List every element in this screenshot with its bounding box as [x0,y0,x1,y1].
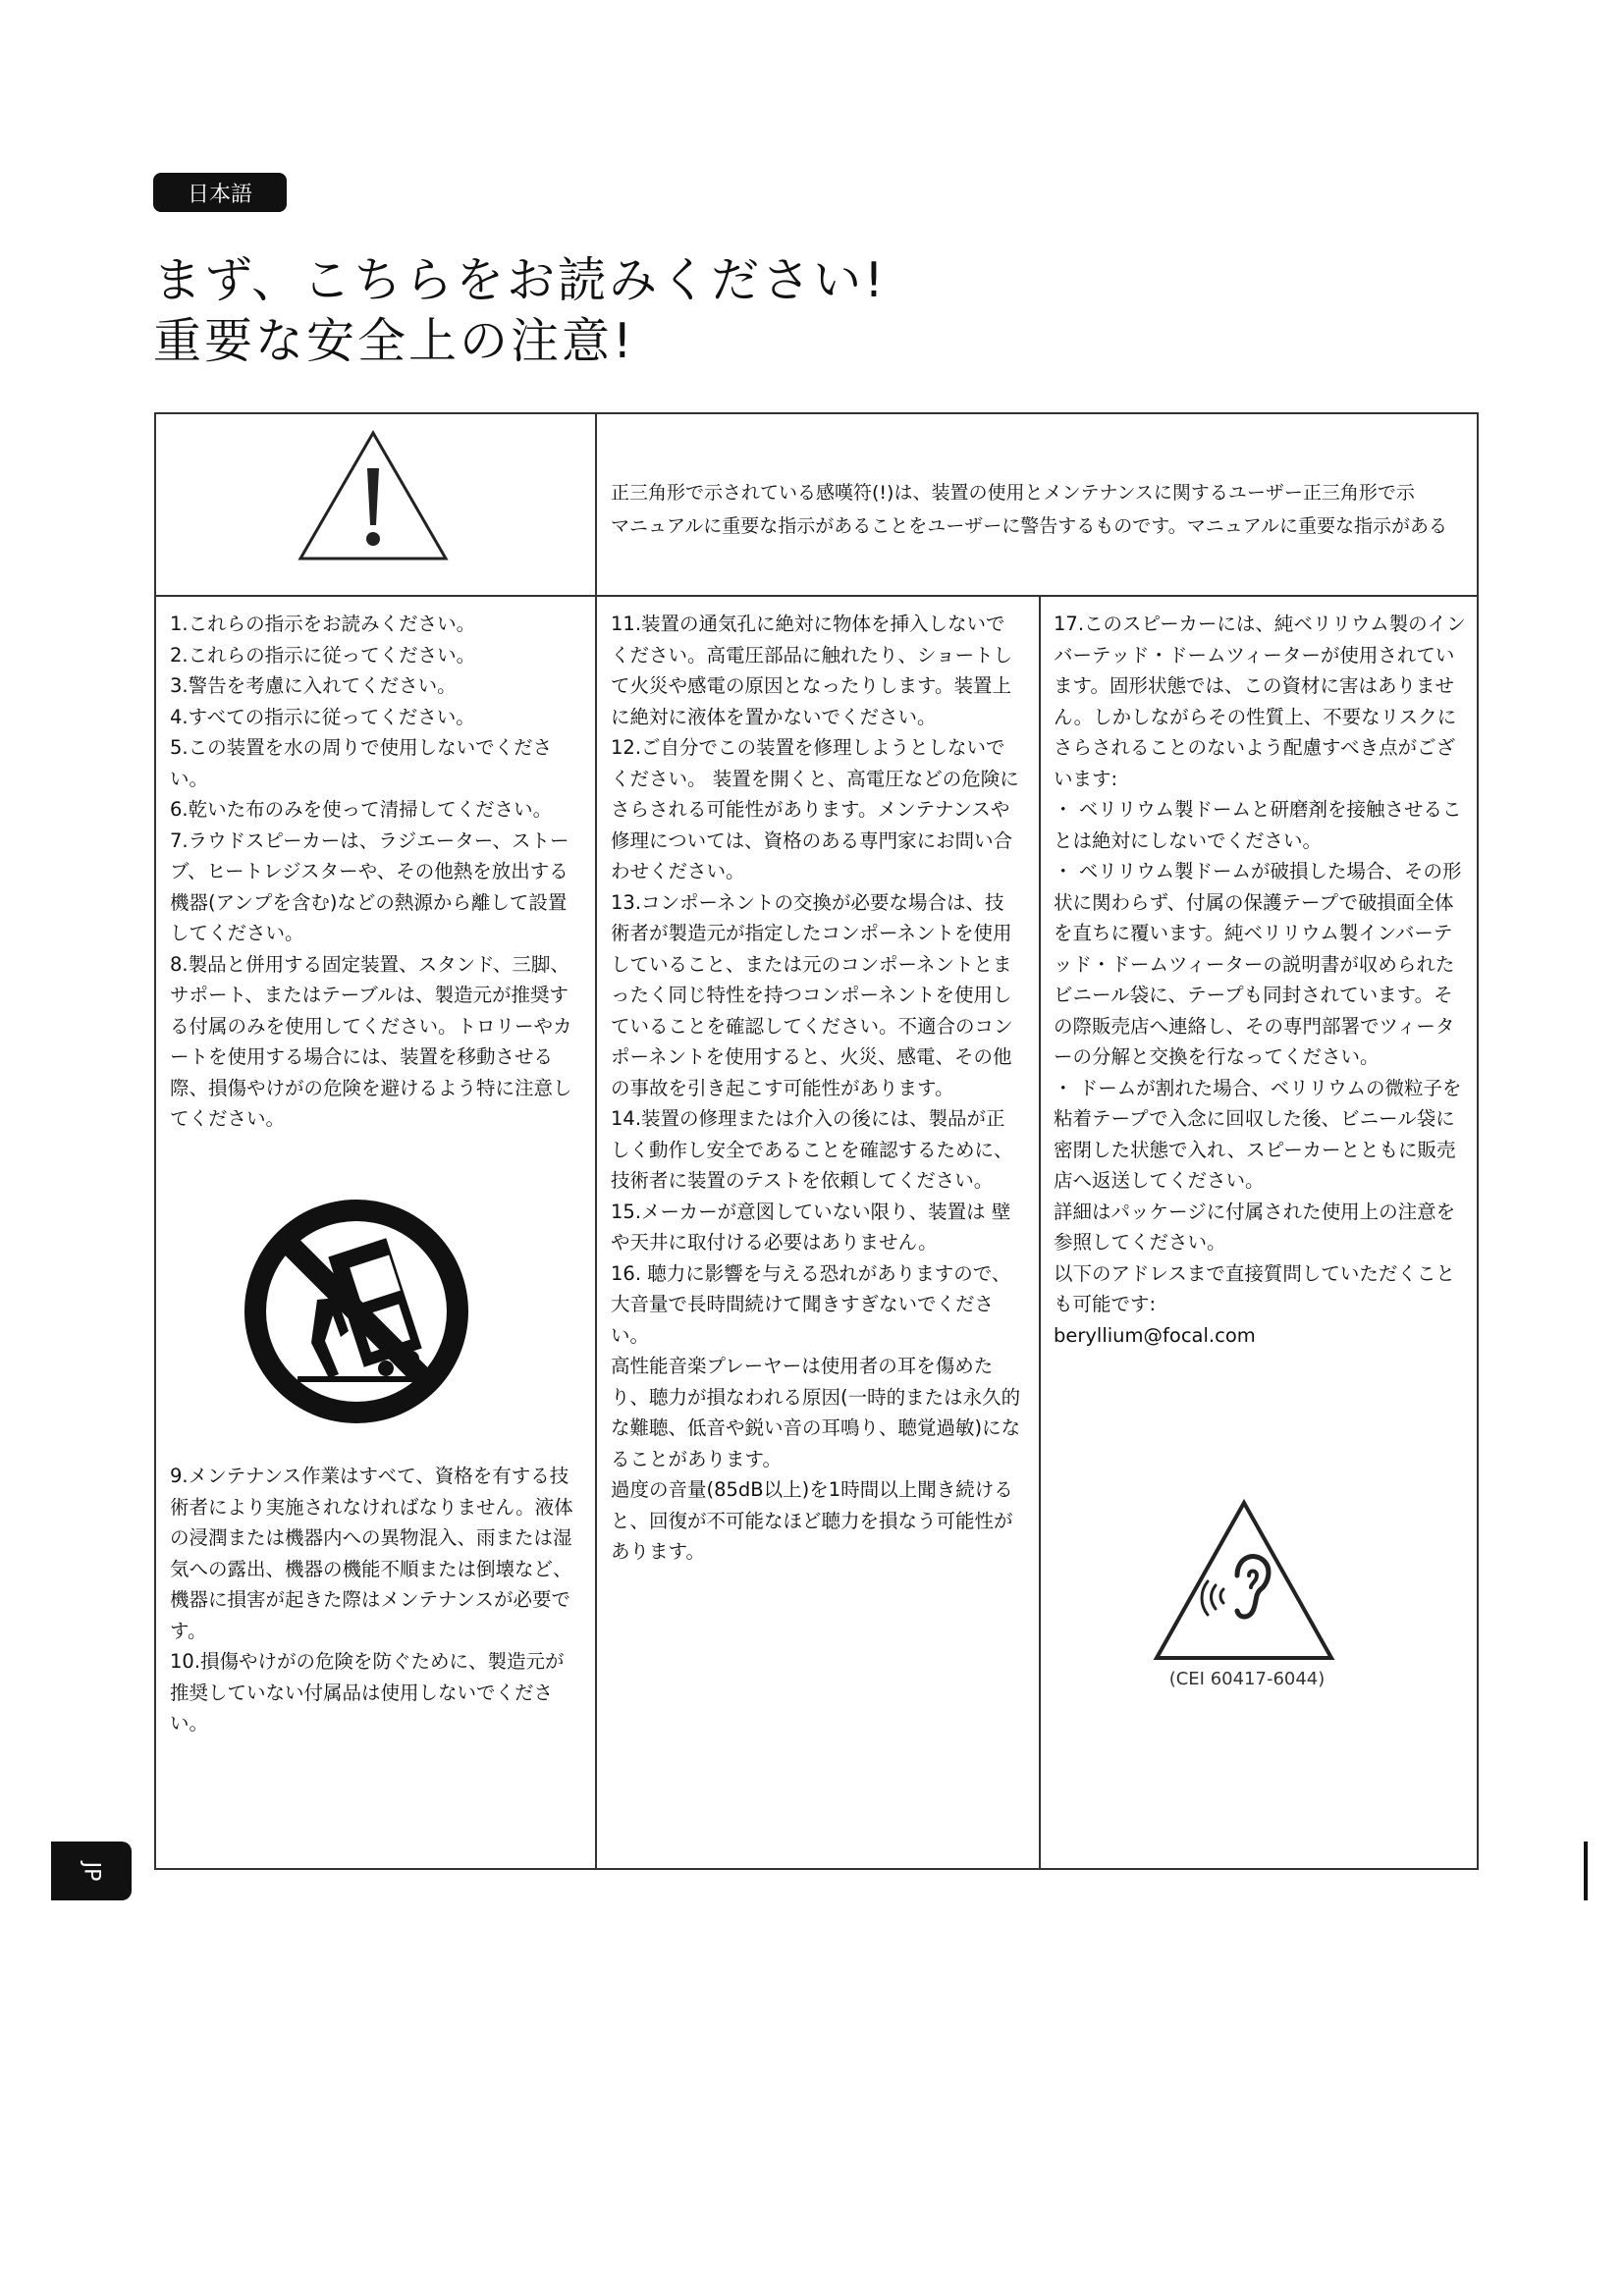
column-2 [611,609,1023,1568]
warning-explanation-line-1: 正三角形で示されている感嘆符(!)は、装置の使用とメンテナンスに関するユーザー正三角形で示 [611,482,1415,504]
beryllium-bullet-3: ・ ドームが割れた場合、ベリリウムの微粒子を粘着テープで入念に回収した後、ビニール袋に密閉した状態で入れ、スピーカーとともに販売店へ返送してください。 [1054,1076,1462,1192]
table-divider-vertical-2 [1039,595,1041,1870]
ear-icon-caption: (CEI 60417-6044) [1168,1669,1326,1689]
beryllium-bullet-2: ・ ベリリウム製ドームが破損した場合、その形状に関わらず、付属の保護テープで破損面全体を直ちに覆います。純ベリリウム製インバーテッド・ドームツィーターの説明書が収められたビニール袋に、テープも同封されています。その際販売店へ連絡し、その専門部署でツィーターの分解と交換を行なってください。 [1054,860,1462,1068]
language-badge: 日本語 [153,173,287,212]
instruction-13: 13.コンポーネントの交換が必要な場合は、技術者が製造元が指定したコンポーネントを使用していること、または元のコンポーネントとまったく同じ特性を持つコンポーネントを使用していることを確認してください。不適合のコンポーネントを使用すると、火災、感電、その他の事故を引き起こす可能性があります。 [611,890,1013,1099]
hearing-note: 高性能音楽プレーヤーは使用者の耳を傷めたり、聴力が損なわれる原因(一時的または永久的な難聴、低音や鋭い音の耳鳴り、聴覚過敏)になることがあります。 [611,1355,1021,1470]
language-side-tab [51,1842,132,1900]
right-edge-mark [1584,1842,1588,1900]
title-line-1: まず、こちらをお読みください! [153,252,887,308]
warning-triangle-icon [295,427,452,564]
column-3 [1054,609,1466,1351]
volume-note: 過度の音量(85dB以上)を1時間以上聞き続けると、回復が不可能なほど聴力を損なう可能性があります。 [611,1478,1013,1563]
instruction-12: 12.ご自分でこの装置を修理しようとしないでください。 装置を開くと、高電圧などの危険にさらされる可能性があります。メンテナンスや修理については、資格のある専門家にお問い合わせください。 [611,736,1019,882]
instruction-6: 6.乾いた布のみを使って清掃してください。 [170,798,553,821]
column-1-lower [170,1461,580,1739]
warning-explanation-line-2: マニュアルに重要な指示があることをユーザーに警告するものです。マニュアルに重要な指示がある [611,515,1447,537]
instruction-1: 1.これらの指示をお読みください。 [170,613,476,635]
instruction-3: 3.警告を考慮に入れてください。 [170,674,457,697]
instruction-15: 15.メーカーが意図していない限り、装置は 壁や天井に取付ける必要はありません。 [611,1200,1011,1254]
contact-email: beryllium@focal.com [1054,1323,1256,1347]
ear-hearing-warning-icon [1151,1497,1337,1664]
contact-note: 以下のアドレスまで直接質問していただくことも可能です: [1054,1261,1455,1315]
table-divider-horizontal [154,595,1479,597]
instruction-10: 10.損傷やけがの危険を防ぐために、製造元が推奨していない付属品は使用しないでください。 [170,1650,565,1735]
no-cart-tipover-icon [239,1194,474,1429]
details-note: 詳細はパッケージに付属された使用上の注意を参照してください。 [1054,1200,1456,1254]
column-1 [170,609,580,1135]
instruction-4: 4.すべての指示に従ってください。 [170,705,475,728]
instruction-8: 8.製品と併用する固定装置、スタンド、三脚、サポート、またはテーブルは、製造元が推奨する付属のみを使用してください。トロリーやカートを使用する場合には、装置を移動させる際、損傷やけがの危険を避けるよう特に注意してください。 [170,952,572,1130]
instruction-17: 17.このスピーカーには、純ベリリウム製のインバーテッド・ドームツィーターが使用されています。固形状態では、この資材に害はありません。しかしながらその性質上、不要なリスクにさらされることのないよう配慮すべき点がございます: [1054,613,1466,790]
language-side-tab-label: JP [79,1861,104,1881]
instruction-5: 5.この装置を水の周りで使用しないでください。 [170,736,553,790]
instruction-7: 7.ラウドスピーカーは、ラジエーター、ストーブ、ヒートレジスターや、その他熱を放出する機器(アンプを含む)などの熱源から離して設置してください。 [170,828,569,944]
instruction-14: 14.装置の修理または介入の後には、製品が正しく動作し安全であることを確認するために、技術者に装置のテストを依頼してください。 [611,1107,1013,1192]
instruction-2: 2.これらの指示に従ってください。 [170,643,476,667]
instruction-11: 11.装置の通気孔に絶対に物体を挿入しないでください。高電圧部品に触れたり、ショートして火災や感電の原因となったりします。装置上に絶対に液体を置かないでください。 [611,613,1013,728]
warning-explanation [611,476,1593,543]
table-divider-vertical-1 [595,412,597,1870]
page-title [153,250,887,372]
instruction-9: 9.メンテナンス作業はすべて、資格を有する技術者により実施されなければなりません。液体の浸潤または機器内への異物混入、雨または湿気への露出、機器の機能不順または倒壊など、機器に損害が起きた際はメンテナンスが必要です。 [170,1465,573,1642]
title-line-2: 重要な安全上の注意! [153,313,635,369]
beryllium-bullet-1: ・ ベリリウム製ドームと研磨剤を接触させることは絶対にしないでください。 [1054,798,1462,852]
instruction-16: 16. 聴力に影響を与える恐れがありますので、大音量で長時間続けて聞きすぎないでください。 [611,1261,1011,1347]
